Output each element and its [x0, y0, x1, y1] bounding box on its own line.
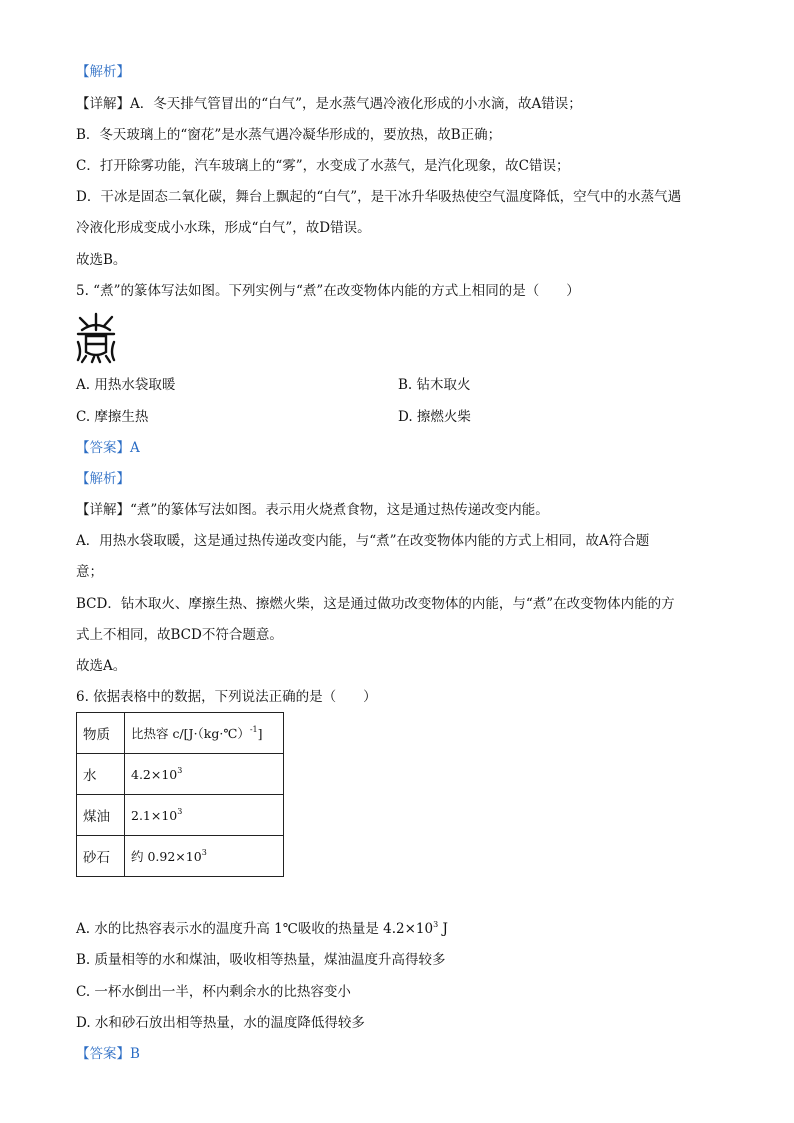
cell-value: 约 $0.92\times 10^3$ [125, 836, 284, 877]
option-d: D. 水和砂石放出相等热量，水的温度降低得较多 [76, 1015, 365, 1031]
header-capacity: 比热容 c/[J·（kg·℃）$^{-1}$] [125, 713, 284, 754]
detail-line: C．打开除雾功能，汽车玻璃上的“雾”，水变成了水蒸气，是汽化现象，故C错误； [76, 158, 570, 174]
detail-line: B．冬天玻璃上的“窗花”是水蒸气遇冷凝华形成的，要放热，故B正确； [76, 127, 502, 143]
conclusion-line: 故选B。 [76, 252, 127, 268]
analysis-label: 【解析】 [76, 471, 130, 487]
option-c: C. 摩擦生热 [76, 409, 149, 425]
conclusion-line: 故选A。 [76, 658, 127, 674]
cell-value: $2.1\times 10^3$ [125, 795, 284, 836]
answer-label: 【答案】A [76, 440, 140, 456]
cell-substance: 水 [77, 754, 125, 795]
detail-line: 冷液化形成变成小水珠，形成“白气”，故D错误。 [76, 220, 371, 236]
detail-line: A．用热水袋取暖，这是通过热传递改变内能，与“煮”在改变物体内能的方式上相同，故A符合题 [76, 533, 650, 549]
detail-line: BCD．钻木取火、摩擦生热、擦燃火柴，这是通过做功改变物体的内能，与“煮”在改变物体内能的方 [76, 596, 675, 612]
detail-line: 式上不相同，故BCD不符合题意。 [76, 627, 283, 643]
cell-value: $4.2\times 10^3$ [125, 754, 284, 795]
question-5-stem: 5. “煮”的篆体写法如图。下列实例与“煮”在改变物体内能的方式上相同的是（ ） [76, 283, 580, 299]
option-b: B. 钻木取火 [398, 377, 471, 393]
detail-line: 【详解】A．冬天排气管冒出的“白气”，是水蒸气遇冷液化形成的小水滴，故A错误； [76, 96, 582, 112]
table-header-row [77, 713, 284, 754]
table-row [77, 836, 284, 877]
table-row [77, 754, 284, 795]
option-a: A. 用热水袋取暖 [76, 377, 176, 393]
detail-line: 意； [76, 564, 103, 580]
cell-substance: 煤油 [77, 795, 125, 836]
question-6-stem: 6. 依据表格中的数据，下列说法正确的是（ ） [76, 689, 377, 705]
specific-heat-table [76, 712, 284, 877]
seal-script-image [74, 312, 118, 364]
cell-substance: 砂石 [77, 836, 125, 877]
answer-label: 【答案】B [76, 1046, 140, 1062]
option-b: B. 质量相等的水和煤油，吸收相等热量，煤油温度升高得较多 [76, 952, 446, 968]
table-row [77, 795, 284, 836]
analysis-label: 【解析】 [76, 64, 130, 80]
detail-line: 【详解】“煮”的篆体写法如图。表示用火烧煮食物，这是通过热传递改变内能。 [76, 502, 549, 518]
option-c: C. 一杯水倒出一半，杯内剩余水的比热容变小 [76, 984, 351, 1000]
option-d: D. 擦燃火柴 [398, 409, 471, 425]
header-substance: 物质 [77, 713, 125, 754]
option-a: A. 水的比热容表示水的温度升高 1℃吸收的热量是 $4.2\times 10^3$ J [76, 920, 448, 937]
detail-line: D．干冰是固态二氧化碳，舞台上飘起的“白气”，是干冰升华吸热使空气温度降低，空气中的水蒸气遇 [76, 189, 682, 205]
